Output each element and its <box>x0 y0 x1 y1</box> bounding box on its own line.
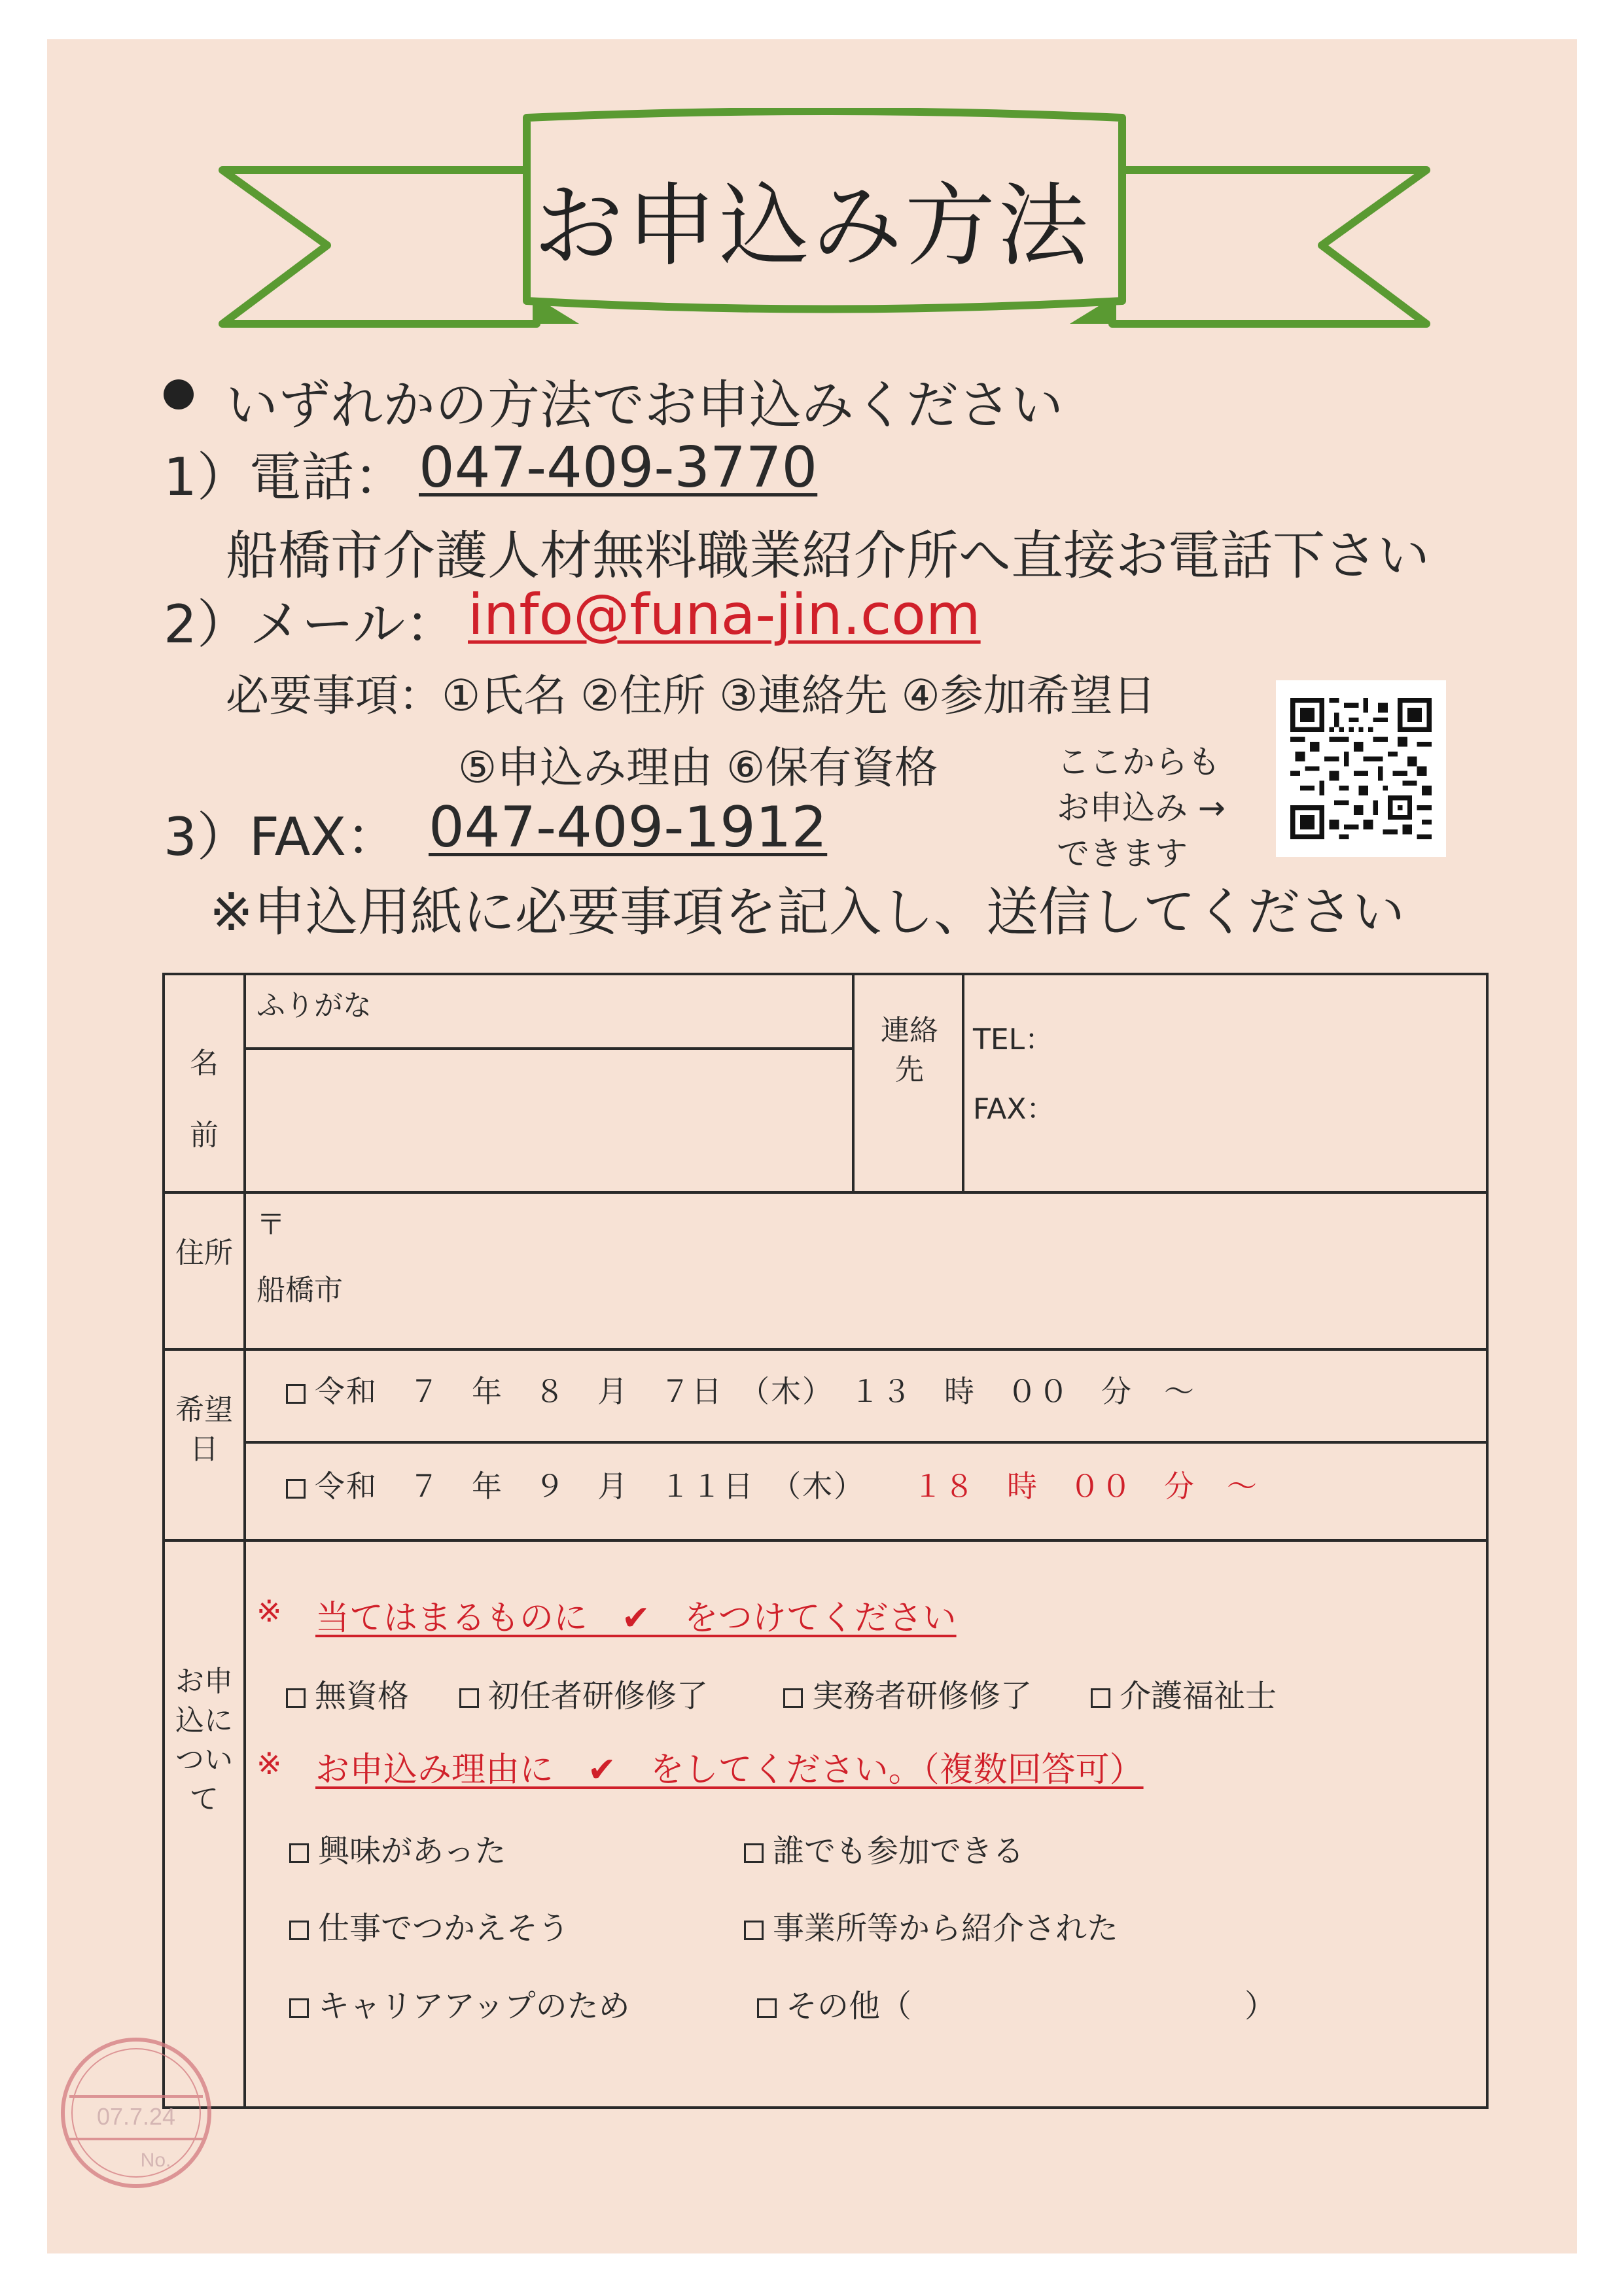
checkbox-icon[interactable] <box>783 1688 803 1708</box>
phone-number-link[interactable]: 047-409-3770 <box>419 435 818 500</box>
fax-field-label: FAX： <box>973 1092 1055 1126</box>
date-option-1-label: 令和 ７ 年 ８ 月 ７日 （木） １３ 時 ００ 分 ～ <box>315 1374 1195 1409</box>
row-divider <box>165 1348 1489 1351</box>
mail-address-link[interactable]: info@funa-jin.com <box>468 582 981 648</box>
date-option-1[interactable] <box>286 1368 1195 1411</box>
note-mark-1: ※ <box>256 1593 282 1629</box>
name-field[interactable] <box>250 1054 845 1185</box>
city-label: 船橋市 <box>256 1274 343 1307</box>
required-items-line-2: ⑤申込み理由 ⑥保有資格 <box>458 742 938 793</box>
reason-option[interactable]: 仕事でつかえそう <box>289 1903 569 1948</box>
name-row-label: 名 前 <box>190 1047 219 1152</box>
furigana-label: ふりがな <box>256 989 372 1022</box>
reason-instruction: お申込み理由に ✔ をしてください。（複数回答可） <box>315 1750 1144 1790</box>
checkbox-icon[interactable] <box>286 1479 306 1499</box>
note-mark-2: ※ <box>256 1746 282 1781</box>
reason-option[interactable]: キャリアアップのため <box>289 1981 630 2026</box>
checkbox-icon[interactable] <box>757 1998 777 2018</box>
checkbox-icon[interactable] <box>1091 1688 1110 1708</box>
checkbox-icon[interactable] <box>289 1921 309 1940</box>
stamp-date: 07.7.24 <box>96 2103 176 2130</box>
contact-divider <box>852 975 855 1191</box>
date-option-2-time: １８ 時 ００ 分 ～ <box>913 1469 1258 1504</box>
reason-option[interactable]: 誰でも参加できる <box>744 1826 1024 1871</box>
tel-field[interactable] <box>1094 1001 1480 1054</box>
qualification-option[interactable]: 初任者研修修了 <box>459 1671 708 1716</box>
stamp-no: No. <box>140 2149 171 2171</box>
checkbox-icon[interactable] <box>459 1688 479 1708</box>
instruction-lead: いずれかの方法でお申込みください <box>226 375 1063 436</box>
label-column-divider <box>243 975 246 2109</box>
received-stamp <box>51 2028 221 2198</box>
mail-label: 2）メール： <box>164 594 458 655</box>
bullet-dot-icon <box>164 379 194 409</box>
required-items-line-1: 必要事項：①氏名 ②住所 ③連絡先 ④参加希望日 <box>226 670 1156 721</box>
furigana-divider <box>243 1047 852 1050</box>
date-divider <box>243 1441 1489 1444</box>
page-title: お申込み方法 <box>533 173 1091 279</box>
fax-number-link[interactable]: 047-409-1912 <box>429 795 828 860</box>
address-row-label: 住所 <box>175 1236 233 1270</box>
qr-label: ここからも お申込み → できます <box>1057 743 1226 873</box>
checkbox-icon[interactable] <box>286 1384 306 1404</box>
qualification-option[interactable]: 実務者研修修了 <box>783 1671 1032 1716</box>
contact-row-label: 連絡先 <box>881 1014 938 1087</box>
qualification-instruction: 当てはまるものに ✔ をつけてください <box>315 1599 957 1638</box>
fax-field[interactable] <box>1094 1073 1480 1126</box>
about-row-label: お申込について <box>175 1665 233 1816</box>
reason-option[interactable]: 事業所等から紹介された <box>744 1903 1118 1948</box>
fax-note: ※申込用紙に必要事項を記入し、送信してください <box>209 882 1405 943</box>
contact-label-divider <box>962 975 964 1191</box>
fax-label: 3）FAX： <box>164 807 399 867</box>
date-option-2[interactable] <box>286 1463 1258 1506</box>
application-form <box>162 973 1489 2109</box>
checkbox-icon[interactable] <box>744 1843 764 1863</box>
reason-option[interactable]: 興味があった <box>289 1826 506 1871</box>
postal-mark: 〒 <box>256 1208 285 1242</box>
checkbox-icon[interactable] <box>289 1998 309 2018</box>
qr-code[interactable] <box>1276 680 1446 857</box>
reason-option-other[interactable]: その他（ <box>757 1981 911 2026</box>
qr-code-icon <box>1290 695 1432 843</box>
row-divider <box>165 1191 1489 1194</box>
qualification-option[interactable]: 介護福祉士 <box>1091 1671 1277 1716</box>
checkbox-icon[interactable] <box>286 1688 306 1708</box>
phone-label: 1）電話： <box>164 447 406 508</box>
tel-label: TEL： <box>973 1023 1054 1056</box>
date-row-label: 希望日 <box>175 1393 233 1466</box>
phone-note: 船橋市介護人材無料職業紹介所へ直接お電話下さい <box>226 525 1430 586</box>
address-field[interactable] <box>361 1250 1474 1329</box>
qualification-option[interactable]: 無資格 <box>286 1671 409 1716</box>
furigana-field[interactable] <box>256 982 845 1044</box>
checkbox-icon[interactable] <box>289 1843 309 1863</box>
date-option-2-label: 令和 ７ 年 ９ 月 １１日 （木） <box>315 1469 850 1504</box>
checkbox-icon[interactable] <box>744 1921 764 1940</box>
row-divider <box>165 1539 1489 1542</box>
reason-other-close: ） <box>1244 1988 1277 2025</box>
